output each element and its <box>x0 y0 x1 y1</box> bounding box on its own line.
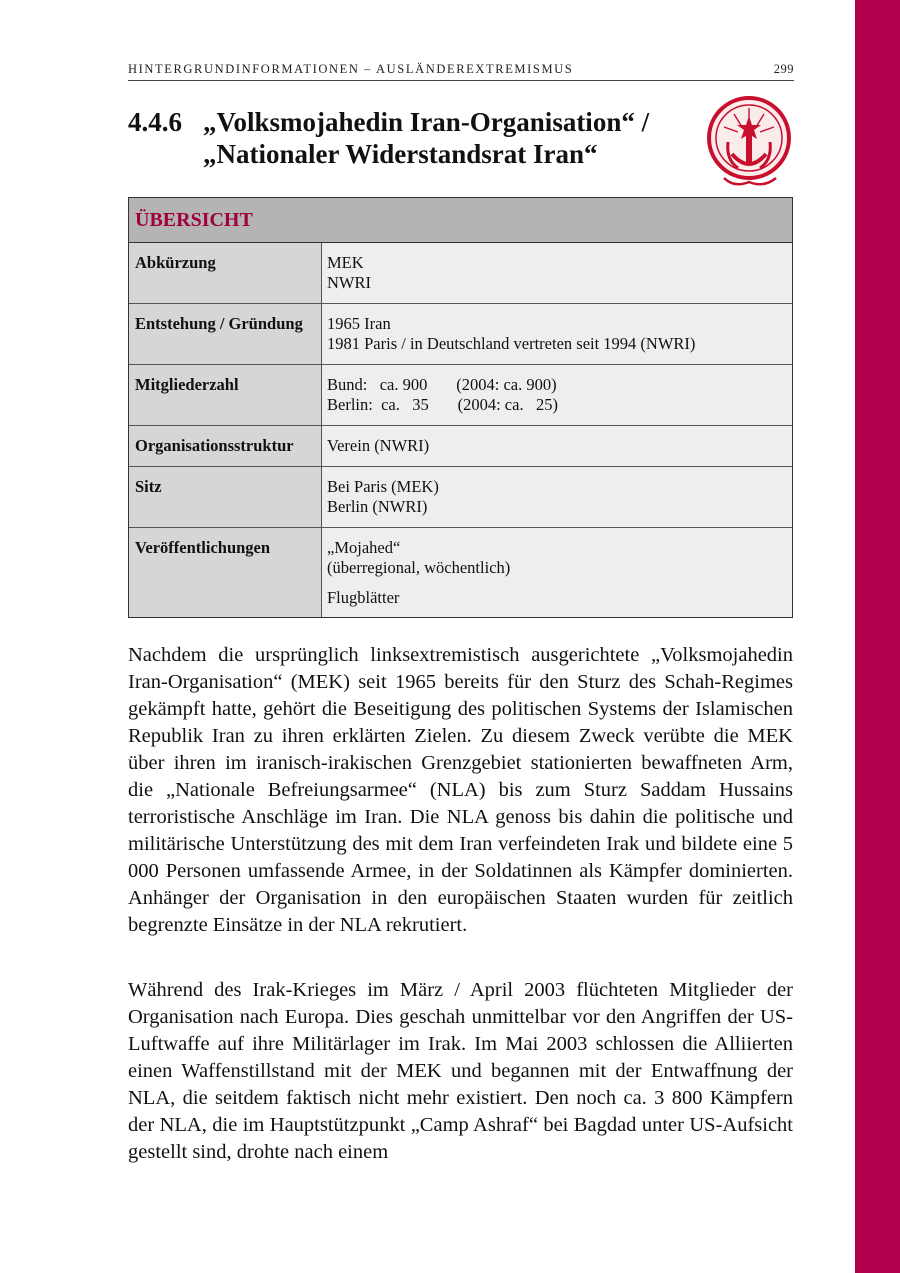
value-line: 1965 Iran <box>327 314 391 333</box>
value-line: MEK <box>327 253 364 272</box>
row-label: Abkürzung <box>129 243 322 303</box>
running-title: HINTERGRUNDINFORMATIONEN – AUSLÄNDEREXTREMISMUS <box>128 62 574 76</box>
page-number: 299 <box>773 62 794 76</box>
table-row <box>129 304 792 365</box>
value-line: Berlin: ca. 35 (2004: ca. 25) <box>327 395 558 414</box>
section-title-line1: „Volksmojahedin Iran-Organisation“ / <box>203 107 650 137</box>
overview-table <box>128 197 793 618</box>
row-value <box>322 426 792 466</box>
row-value <box>322 467 792 527</box>
row-value <box>322 243 792 303</box>
row-label: Entstehung / Gründung <box>129 304 322 364</box>
running-header <box>128 62 794 81</box>
value-line: Bei Paris (MEK) <box>327 477 439 496</box>
value-line: „Mojahed“ <box>327 538 401 557</box>
overview-heading: ÜBERSICHT <box>129 198 792 243</box>
side-color-bar <box>855 0 900 1273</box>
row-label: Organisationsstruktur <box>129 426 322 466</box>
section-title-line2: „Nationaler Widerstandsrat Iran“ <box>203 139 598 169</box>
value-line: NWRI <box>327 273 371 292</box>
row-label: Mitgliederzahl <box>129 365 322 425</box>
table-row <box>129 426 792 467</box>
table-row <box>129 528 792 617</box>
row-value <box>322 304 792 364</box>
body-paragraph: Nachdem die ursprünglich linksextremistisch ausgerichtete „Volksmojahedin Iran-Organisation“ (MEK) seit 1965 bereits für den Sturz des Schah-Regimes gekämpft hatte, gehört die Beseitigung des politischen Systems der Islamischen Republik Iran zu ihren erklärten Zielen. Zu diesem Zweck verübte die MEK über ihren im iranisch-irakischen Grenzgebiet stationierten bewaffneten Arm, die „Nationale Befreiungsarmee“ (NLA) bis zum Sturz Saddam Hussains terroristische Anschläge im Iran. Die NLA genoss bis dahin die politische und militärische Unterstützung des mit dem Iran verfeindeten Irak und bildete eine 5 000 Personen umfassende Armee, in der Soldatinnen als Kämpfer dominierten. Anhänger der Organisation in den europäischen Staaten wurden für zeitlich begrenzte Einsätze in der NLA rekrutiert. <box>128 644 793 936</box>
value-line: 1981 Paris / in Deutschland vertreten seit 1994 (NWRI) <box>327 334 696 353</box>
row-value <box>322 365 792 425</box>
value-line: Flugblätter <box>327 588 400 607</box>
value-line: Verein (NWRI) <box>327 436 430 455</box>
value-line: Bund: ca. 900 (2004: ca. 900) <box>327 375 557 394</box>
body-paragraph: Während des Irak-Krieges im März / April 2003 flüchteten Mitglieder der Organisation nach Europa. Dies geschah unmittelbar vor den Angriffen der US-Luftwaffe auf ihre Militärlager im Irak. Im Mai 2003 schlossen die Alliierten einen Waffenstillstand mit der MEK und begannen mit der Entwaffnung der NLA, die seitdem faktisch nicht mehr existiert. Den noch ca. 3 800 Kämpfern der NLA, die im Hauptstützpunkt „Camp Ashraf“ bei Bagdad unter US-Aufsicht gestellt sind, drohte nach einem <box>128 979 793 1163</box>
row-label: Sitz <box>129 467 322 527</box>
value-line: Berlin (NWRI) <box>327 497 428 516</box>
value-line: (überregional, wöchentlich) <box>327 558 511 577</box>
table-row <box>129 243 792 304</box>
organization-emblem-icon <box>704 94 794 192</box>
table-row <box>129 365 792 426</box>
row-label: Veröffentlichungen <box>129 528 322 617</box>
section-number: 4.4.6 <box>128 107 182 137</box>
row-value <box>322 528 792 617</box>
table-row <box>129 467 792 528</box>
